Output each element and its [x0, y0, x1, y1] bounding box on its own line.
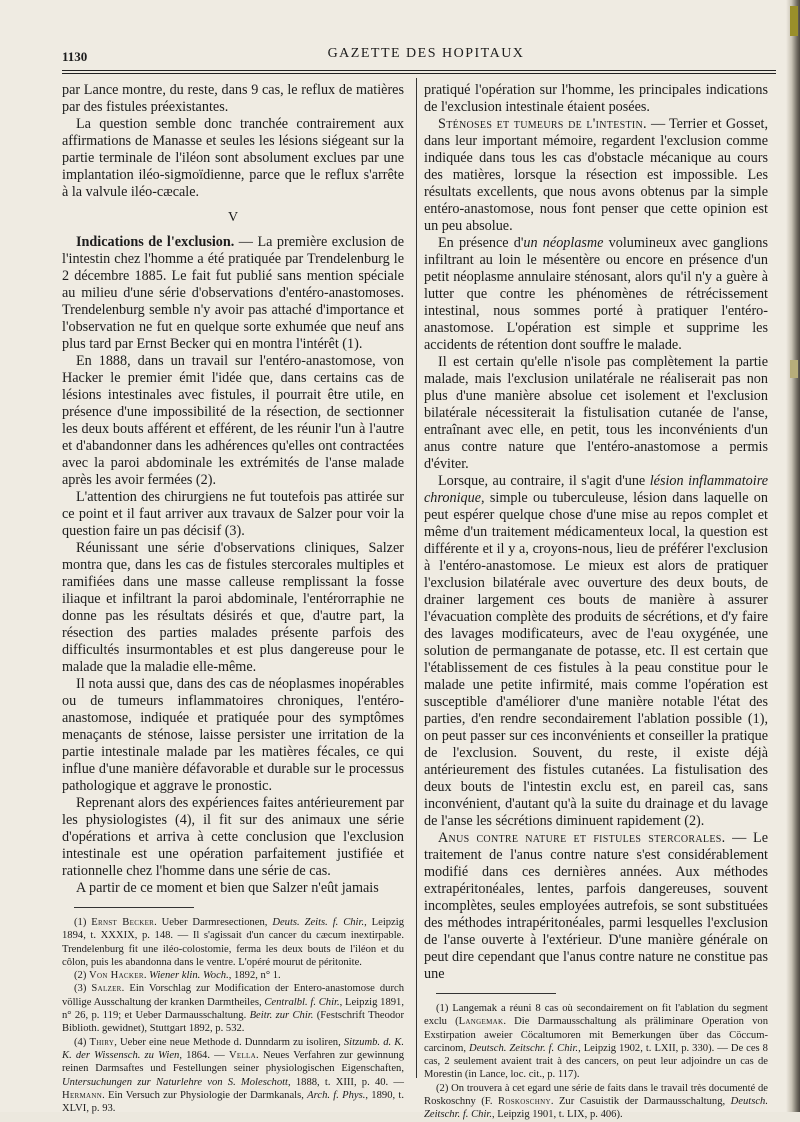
fn-text: . Zur Casuistik der Darmausschaltung, — [550, 1096, 731, 1108]
fn-source: Centralbl. f. Chir. — [264, 996, 340, 1008]
paragraph: A partir de ce moment et bien que Salzer n'eût jamais — [76, 880, 379, 896]
fn-text: , Leipzig 1891, n° 26, p. 119; et Ueber Darmausschaltung. — [62, 996, 404, 1022]
fn-text: , Ueber eine neue Methode d. Dunndarm zu isoliren, — [114, 1036, 344, 1048]
right-column — [424, 82, 768, 1122]
section-heading: Anus contre nature et fistules stercorales. — [438, 830, 726, 846]
fn-source: Wiener klin. Woch. — [149, 970, 229, 982]
fn-text: , 1888, t. XIII, p. 40. — — [288, 1076, 404, 1088]
fn-text: . Die Darmausschaltung als präliminare Operation von Exstirpation aweier Cöcaltumoren mit Bemerkungen über das Cöccum-carcinom, — [424, 1016, 768, 1054]
column-separator — [416, 78, 417, 1078]
fn-author: Langemak — [458, 1016, 504, 1028]
left-column — [62, 82, 404, 1115]
paragraph-text: , simple ou tuberculeuse, lésion dans laquelle on peut espérer quelque chose d'une mise au repos complet et même d'un traitement médicamenteux local, la question est différente et il y a, croyons-nous, lieu de préférer l'exclusion à l'entéro-anastomose. Le mieux est alors de pratiquer l'exclusion bilatérale avec ouverture des deux bouts, de drainer largement ces bouts de manière à assurer l'évacuation complète des produits de sécrétions, et d'y faire des lavages modificateurs, avec de l'eau oxygénée, une solution de permanganate de potasse, etc. Il est certain que l'établissement de ces fistules à la peau constitue pour le malade une petite infirmité, mais comme l'opération est susceptible d'améliorer d'une manière notable l'état des parties, d'en rendre secondairement l'ablation possible (1), on peut passer sur ces inconvénients et conseiller la pratique de l'exclusion. Souvent, du reste, il existe déjà antérieurement des fistules cutanées. La fistulisation des deux bouts de l'intestin exclu est, en pareil cas, sans inconvénient, d'autant qu'à la suite du drainage et du lavage de l'anse les sécrétions diminuent rapidement (2). — [424, 490, 768, 829]
paragraph — [424, 473, 768, 830]
fn-text: (3) — [74, 983, 92, 995]
fn-text: (4) — [74, 1036, 90, 1048]
paragraph-text: volumineux avec ganglions infiltrant au loin le mésentère ou encore en présence d'un petit néoplasme annulaire sténosant, alors qu'il n'y a guère à lutter que contre les phénomènes de rétrécissement intestinal, nous sommes porté à pratiquer l'entéro-anastomose. L'opération est simple et supprime les accidents de rétention dont souffre le malade. — [424, 235, 768, 353]
paragraph-text: — Le traitement de l'anus contre nature s'est considérablement modifié dans ces dernières années. Aux méthodes extrapéritonéales, lentes, parfois dangereuses, souvent incomplètes, seules employées autrefois, se sont substituées des méthodes intrapéritonéales, parmi lesquelles l'exclusion de l'anse ouverte à l'extérieur. D'une manière générale on peut dire cependant que l'anus contre nature ne constitue pas une — [424, 830, 768, 982]
footnote — [424, 1082, 768, 1122]
footnote — [62, 916, 404, 969]
fn-author: Vella — [228, 1049, 256, 1061]
page-number: 1130 — [62, 49, 88, 64]
fn-text: (2) — [74, 970, 90, 982]
footnotes — [424, 1002, 768, 1122]
paragraph: Il est certain qu'elle n'isole pas complètement la partie malade, mais l'exclusion unilatérale ne réaliserait pas non plus d'une manière absolue cet isolement et l'exclusion bilatérale nécessiterait la fistulisation cutanée de l'anse, entraînant avec elle, en petit, tous les inconvénients d'un anus contre nature que l'entéro-anastomose a permis d'éviter. — [424, 354, 768, 472]
paragraph-text: — La première exclusion de l'intestin chez l'homme a été pratiquée par Trendelenburg le 2 décembre 1885. Le fait fut publié sans mention spéciale au milieu d'une série d'observations d'entéro-anastomoses. Trendelenburg semble n'y avoir pas attaché d'importance et l'observation ne fut en quelque sorte exhumée que neuf ans plus tard par Ernst Becker qui en montra l'intérêt (1). — [62, 234, 404, 352]
fn-text: (1) Langemak a réuni 8 cas où secondairement on fit l'ablation du segment exclu ( — [424, 1003, 768, 1028]
page-edge-shadow — [786, 0, 800, 1112]
fn-source: Arch. f. Phys. — [307, 1089, 366, 1101]
fn-source: Deuts. Zeits. f. Chir. — [272, 917, 365, 928]
footnote — [424, 1002, 768, 1082]
fn-author: Ernst Becker — [91, 917, 155, 928]
paragraph: La question semble donc tranchée contrairement aux affirmations de Manasse et seules les lésions siégeant sur la partie terminale de l'iléon sont absolument exclues par une implantation iléo-sigmoïdienne, parce que le reflux s'arrête à la valvule iléo-cæcale. — [62, 116, 404, 200]
fn-author: Salzer — [91, 983, 122, 995]
footnote — [62, 1036, 404, 1116]
fn-source: Sitzumb. d. K. K. der Wissensch. zu Wien — [62, 1036, 404, 1061]
fn-text: . — [143, 970, 150, 982]
fn-text: (Festschrift Theodor Biblioth. gewidnet), Stuttgart 1892, p. 532. — [62, 1010, 405, 1035]
section-number: V — [227, 210, 239, 225]
paragraph-text: En présence d' — [438, 235, 524, 251]
fn-source: Untersuchungen zur Naturlehre von S. Moleschott — [62, 1076, 289, 1088]
paragraph: Reprenant alors des expériences faites antérieurement par les physiologistes (4), il fit sur des animaux une série d'opérations et arriva à cette conclusion que l'exclusion intestinale est une opération parfaitement justifiée et rationnelle chez l'homme dans une série de cas. — [62, 795, 404, 879]
paragraph-text: — Terrier et Gosset, dans leur important mémoire, regardent l'exclusion comme indiquée dans tous les cas d'obstacle mécanique au cours des matières, lorsque la résection est impossible. Les résultats excellents, que nous avons obtenus par la simple entéro-anastomose, nous font penser que cette opinion est un peu absolue. — [424, 116, 768, 234]
fn-source: Beitr. zur Chir. — [249, 1010, 314, 1022]
fn-text: (1) — [74, 917, 92, 928]
paragraph: En 1888, dans un travail sur l'entéro-anastomose, von Hacker le premier émit l'idée que, dans certains cas de lésions intestinales avec fistules, il pourrait être utile, en présence d'une impossibilité de la résection, de sectionner les deux bouts afférent et efférent, de les réunir l'un à l'autre et d'abandonner dans les adhérences qu'elles ont contractées avec la paroi abdominale les extrémités de l'anse malade après les avoir fermées (2). — [62, 353, 404, 488]
journal-title: GAZETTE DES HOPITAUX — [327, 46, 525, 61]
footnote — [62, 969, 404, 982]
fn-source: Deutsch. Zeitschr. f. Chir. — [469, 1042, 579, 1054]
paragraph — [424, 116, 768, 235]
fn-text: . Ein Versuch zur Physiologie der Darmkanals, — [102, 1089, 308, 1101]
fn-text: . Ein Vorschlag zur Modification der Entero-anastomose durch völlige Ausschaltung der kranken Darmtheiles, — [62, 983, 404, 1008]
footnote — [62, 982, 404, 1035]
section-heading: Indications de l'exclusion. — [76, 234, 235, 250]
paragraph: pratiqué l'opération sur l'homme, les principales indications de l'exclusion intestinale étaient posées. — [424, 82, 768, 115]
fn-text: , Leipzig 1894, t. XXXIX, p. 148. — Il s'agissait d'un cancer du cæcum inextirpable. Trendelenburg fit une iléo-colostomie, ferma les deux bouts de l'iléon et du côlon, puis les abandonna dans le ventre. L'opéré mourut de péritonite. — [62, 917, 405, 968]
fn-text: , 1892, n° 1. — [228, 970, 281, 982]
fn-author: Thiry — [89, 1036, 115, 1048]
fn-text: . Ueber Darmresectionen, — [154, 917, 273, 928]
emphasis: un néoplasme — [523, 235, 604, 251]
emphasis: lésion inflammatoire chronique — [424, 473, 768, 506]
paragraph: Il nota aussi que, dans des cas de néoplasmes inopérables ou de tumeurs inflammatoires chroniques, l'entéro-anastomose, indiquée et pratiquée pour des symptômes menaçants de sténose, laisse persister une irritation de la partie intestinale malade par les matières fécales, ce qui influe d'une manière défavorable et durable sur le processus pathologique et aggrave le pronostic. — [62, 676, 404, 794]
paragraph-text: Lorsque, au contraire, il s'agit d'une — [438, 473, 650, 489]
running-header — [62, 46, 790, 66]
page-edge-tab — [790, 360, 798, 378]
footnote-rule — [74, 907, 194, 908]
paragraph — [424, 830, 768, 983]
fn-author: Von Hacker — [89, 970, 144, 982]
fn-text: , 1864. — — [179, 1049, 229, 1061]
footnotes — [62, 916, 404, 1115]
fn-text: , Leipzig 1901, t. LIX, p. 406). — [492, 1109, 623, 1121]
paragraph: Réunissant une série d'observations cliniques, Salzer montra que, dans les cas de fistules stercorales multiples et ramifiées dans une masse calleuse remplissant la fosse iliaque et infiltrant la paroi abdominale, l'entérorraphie ne donne pas les résultats désirés et que, d'autre part, la résection des parties malades présente parfois des difficultés insurmontables et est plus dangereuse pour le malade que la maladie elle-même. — [62, 540, 404, 675]
paragraph — [424, 235, 768, 354]
fn-text: , Leipzig 1902, t. LXII, p. 330). — De ces 8 cas, 2 seulement avaient trait à des cancers, on peut leur adjoindre un cas de Morestin (in Lance, loc. cit., p. 117). — [424, 1042, 768, 1081]
fn-source: Deutsch. Zeitschr. f. Chir. — [424, 1096, 768, 1121]
paragraph: L'attention des chirurgiens ne fut toutefois pas attirée sur ce point et il faut arriver aux travaux de Salzer pour voir la question faire un pas décisif (3). — [62, 489, 404, 539]
fn-text: . Neues Verfahren zur gewinnung reinen Darmsaftes und Festellungen seiner physiologischen Eigenschaften, — [62, 1049, 404, 1075]
fn-text: (2) On trouvera à cet egard une série de faits dans le travail très documenté de Roskoschny (F. — [424, 1082, 768, 1108]
header-rule — [62, 70, 776, 74]
fn-author: Roskoschny — [497, 1096, 551, 1108]
fn-text: , 1890, t. XLVI, p. 93. — [62, 1089, 404, 1115]
page-edge-tab — [790, 6, 798, 36]
fn-author: Hermann — [62, 1089, 103, 1101]
paragraph: par Lance montre, du reste, dans 9 cas, le reflux de matières par des fistules préexistantes. — [62, 82, 404, 115]
paragraph — [62, 234, 404, 353]
section-heading: Sténoses et tumeurs de l'intestin. — [438, 116, 647, 132]
footnote-rule — [436, 993, 556, 994]
